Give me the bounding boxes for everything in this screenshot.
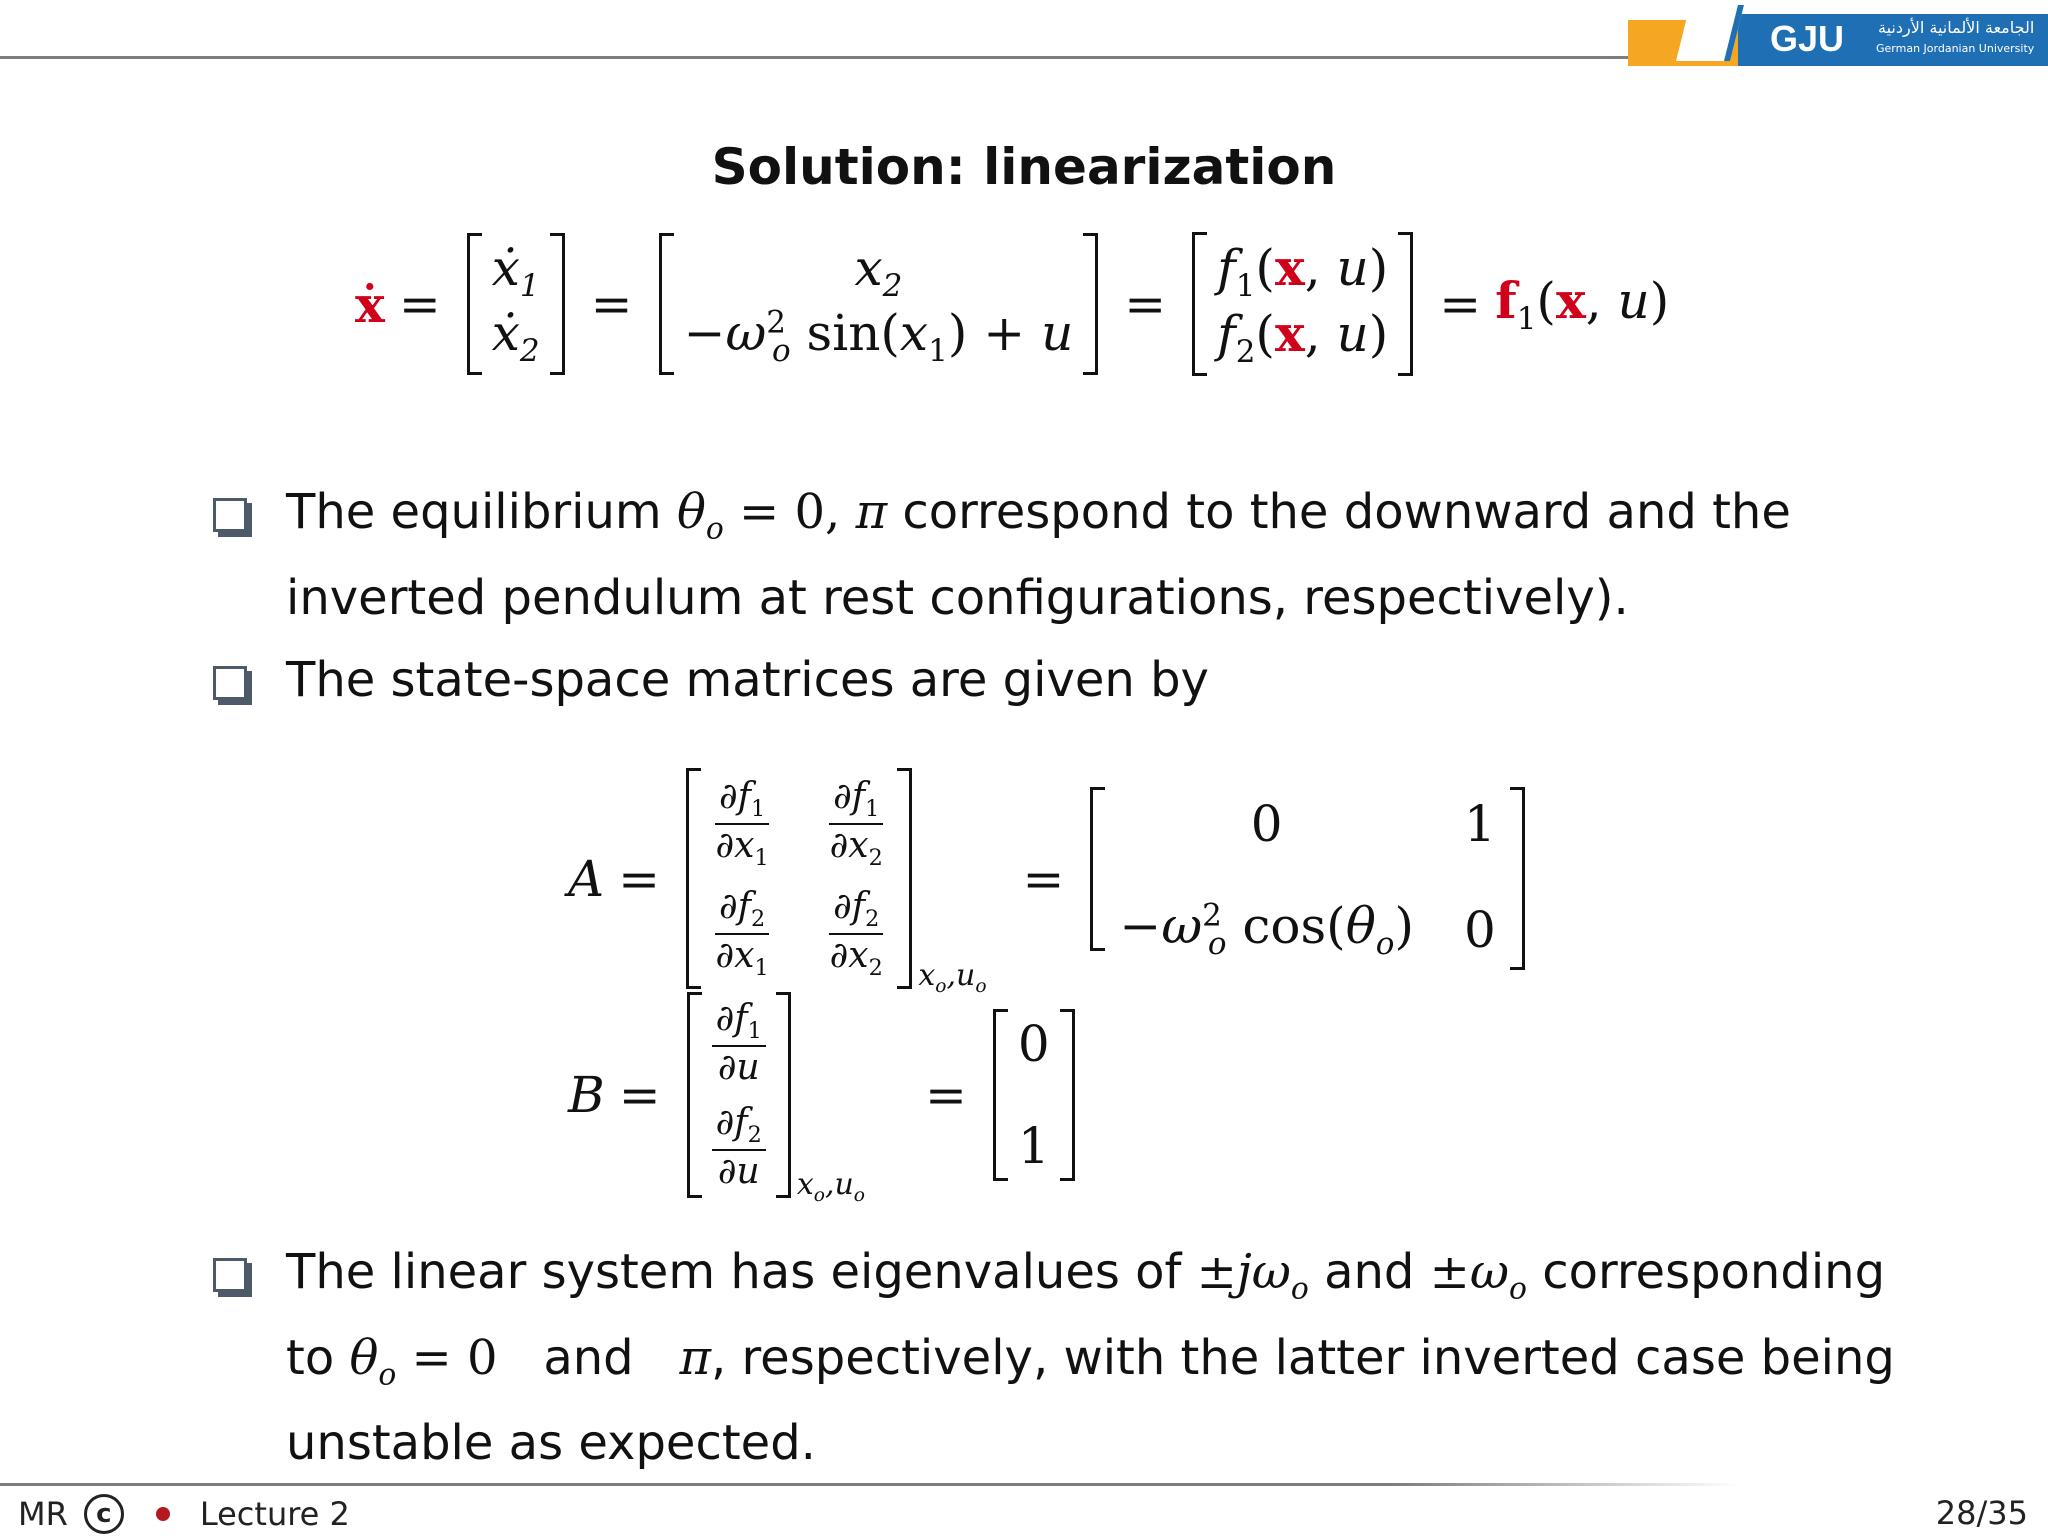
logo-arabic-name: الجامعة الألمانية الأردنية: [1878, 18, 2035, 37]
page-number: 28/35: [1935, 1494, 2028, 1532]
checkbox-bullet-icon: [213, 666, 247, 700]
bullet-3-and-2: and: [543, 1329, 634, 1386]
matrix-b-equation: B = $\frac{\partial f_1}{\partial u}$ $\frac{\partial f_2}{\partial u}$ $x_o,u_o$ = 0 1: [568, 992, 1087, 1198]
xdot-symbol: ẋ: [355, 274, 385, 334]
bullet-dot-icon: [156, 1507, 170, 1521]
bullet-state-space: [210, 646, 1900, 714]
bullet-3-text-a: The linear system has eigenvalues of: [286, 1244, 1182, 1300]
author-initials: MR: [18, 1495, 68, 1533]
bullet-3-and: and: [1324, 1244, 1415, 1300]
matrix-b-result: 0 1: [993, 1009, 1075, 1181]
state-equation: ẋ = ẋ$_1$ ẋ$_2$ = $x_2$ $-\omega^2_o$ $\sin(x_1) + u$ = $f_1(x$, u) $f_2(x$, u) = $f_1(x$, u): [355, 232, 1669, 376]
xdot-vector: ẋ$_1$ ẋ$_2$: [467, 233, 565, 375]
logo-abbreviation: GJU: [1770, 18, 1845, 59]
checkbox-bullet-icon: [213, 498, 247, 532]
dynamics-vector: $x_2$ $-\omega^2_o$ $\sin(x_1) + u$: [659, 233, 1099, 375]
bullet-1-prefix: The equilibrium: [286, 484, 662, 540]
checkbox-bullet-icon: [213, 1258, 247, 1292]
header-rule: [0, 56, 1640, 59]
copyright-icon: c: [84, 1494, 124, 1534]
lecture-label: Lecture 2: [199, 1495, 350, 1533]
footer: [18, 1494, 350, 1534]
bullet-equilibrium: The equilibrium $\theta_o = 0$, π correspond to the downward and the inverted pendulum at rest configurations, respectively).: [210, 478, 1900, 632]
bullet-3-text-c: , respectively, with the latter inverted case being unstable as expected.: [286, 1329, 1895, 1472]
function-vector: $f_1(x$, u) $f_2(x$, u): [1192, 232, 1413, 376]
logo-english-name: German Jordanian University: [1876, 42, 2035, 55]
jacobian-a: $\frac{\partial f_1}{\partial x_1}$ $\frac{\partial f_1}{\partial x_2}$ $\frac{\partial f_2}{\partial x_1}$ $\frac{\partial f_2}{\partial x_2}$: [686, 768, 912, 989]
footer-rule: [0, 1483, 1740, 1486]
bullet-1-suffix: correspond to the downward and the inverted pendulum at rest configurations, respectively).: [286, 484, 1791, 626]
slide-title: Solution: linearization: [711, 138, 1337, 196]
bullet-2-text: The state-space matrices are given by: [286, 652, 1209, 708]
bullet-3-text-b: corresponding to: [286, 1244, 1886, 1386]
matrix-a-result: 0 1 $-\omega^2_o$ $\cos(\theta_o)$ 0: [1090, 787, 1524, 970]
matrix-a-equation: A = $\frac{\partial f_1}{\partial x_1}$ $\frac{\partial f_1}{\partial x_2}$ $\frac{\partial f_2}{\partial x_1}$ $\frac{\partial f_2}{\partial x_2}$ $x_o,u_o$ = 0 1 $-\omega^2_o$ $\cos(\theta_o)$ 0: [568, 768, 1537, 989]
jacobian-b: $\frac{\partial f_1}{\partial u}$ $\frac{\partial f_2}{\partial u}$: [687, 992, 791, 1198]
university-logo: [1628, 0, 2048, 66]
bullet-eigenvalues: The linear system has eigenvalues of $\pm j\omega_o$ and $\pm\omega_o$ corresponding to $\theta_o = 0$ and π, respectively, with the latter inverted case being unstable as expected.: [210, 1238, 1900, 1477]
